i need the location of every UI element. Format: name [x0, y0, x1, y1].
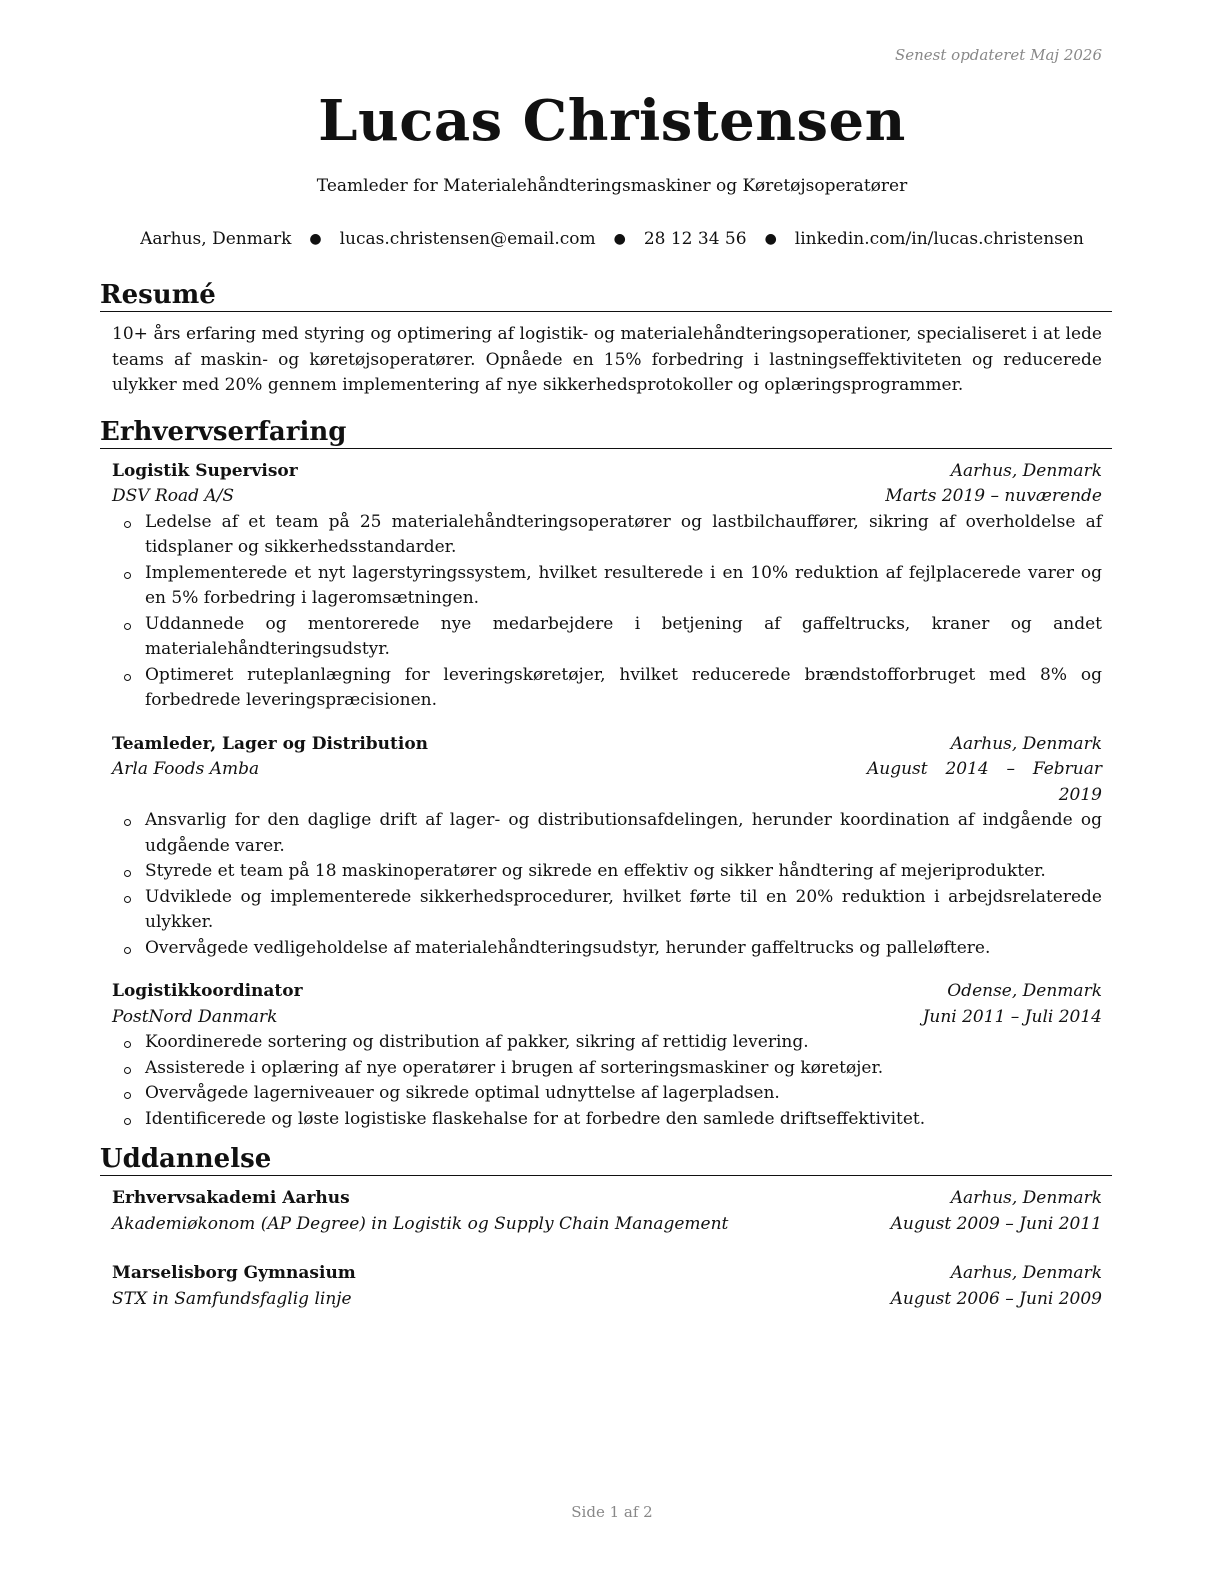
separator-bullet: ●: [613, 231, 626, 247]
contact-linkedin[interactable]: linkedin.com/in/lucas.christensen: [794, 229, 1084, 249]
job-bullet: Styrede et team på 18 maskinoperatører og sikrede en effektiv og sikker håndtering af mejeriprodukter.: [145, 859, 1102, 885]
job-dates: August 2014 – Februar 2019: [867, 759, 1102, 805]
separator-bullet: ●: [309, 231, 322, 247]
job-location: Odense, Denmark: [947, 981, 1102, 1001]
summary-section: [100, 280, 1112, 399]
education-location: Aarhus, Denmark: [950, 1263, 1102, 1283]
job-company: PostNord Danmark: [112, 1006, 278, 1027]
section-title-experience: Erhvervserfaring: [100, 417, 1112, 449]
separator-bullet: ●: [764, 231, 777, 247]
candidate-name: Lucas Christensen: [318, 88, 906, 154]
education-dates: August 2009 – Juni 2011: [890, 1213, 1102, 1234]
job-dates: Juni 2011 – Juli 2014: [922, 1006, 1102, 1027]
education-entry: [112, 1186, 1102, 1237]
job-bullets: [112, 1030, 1102, 1132]
contact-email[interactable]: lucas.christensen@email.com: [339, 229, 596, 249]
job-bullet: Identificerede og løste logistiske flaskehalse for at forbedre den samlede driftseffektivitet.: [145, 1107, 1102, 1133]
contact-location: Aarhus, Denmark: [140, 229, 292, 249]
resume-body: [100, 280, 1112, 1330]
job-bullet: Ledelse af et team på 25 materialehåndteringsoperatører og lastbilchauffører, sikring af overholdelse af tidsplaner og sikkerhedsstandarder.: [145, 510, 1102, 561]
job-role: Logistikkoordinator: [112, 981, 303, 1001]
education-degree: Akademiøkonom (AP Degree) in Logistik og Supply Chain Management: [112, 1213, 729, 1234]
job-role: Logistik Supervisor: [112, 460, 298, 481]
education-degree: STX in Samfundsfaglig linje: [112, 1288, 352, 1309]
last-updated: Senest opdateret Maj 2026: [894, 46, 1102, 64]
education-location: Aarhus, Denmark: [950, 1188, 1102, 1208]
contact-line: [0, 229, 1224, 249]
job-bullet: Udviklede og implementerede sikkerhedsprocedurer, hvilket førte til en 20% reduktion i arbejdsrelaterede ulykker.: [145, 885, 1102, 936]
summary-text: 10+ års erfaring med styring og optimering af logistik- og materialehåndteringsoperationer, specialiseret i at lede teams af maskin- og køretøjsoperatører. Opnåede en 15% forbedring i lastningseffektiviteten og reducerede ulykker med 20% gennem implementering af nye sikkerhedsprotokoller og oplæringsprogrammer.: [112, 324, 1102, 395]
job-bullet: Overvågede vedligeholdelse af materialehåndteringsudstyr, herunder gaffeltrucks og palleløftere.: [145, 936, 1102, 962]
job-bullets: [112, 510, 1102, 714]
job-bullets: [112, 808, 1102, 961]
experience-section: [100, 417, 1112, 1133]
job-bullet: Overvågede lagerniveauer og sikrede optimal udnyttelse af lagerpladsen.: [145, 1081, 1102, 1107]
education-school: Erhvervsakademi Aarhus: [112, 1188, 350, 1208]
job-location: Aarhus, Denmark: [950, 733, 1102, 754]
job-bullet: Assisterede i oplæring af nye operatører i brugen af sorteringsmaskiner og køretøjer.: [145, 1056, 1102, 1082]
education-school: Marselisborg Gymnasium: [112, 1263, 356, 1283]
section-title-summary: Resumé: [100, 280, 1112, 312]
education-dates: August 2006 – Juni 2009: [890, 1288, 1102, 1309]
job-entry: [112, 732, 1102, 962]
section-title-education: Uddannelse: [100, 1144, 1112, 1176]
job-company: Arla Foods Amba: [112, 759, 260, 779]
job-company: DSV Road A/S: [112, 486, 235, 506]
job-bullet: Optimeret ruteplanlægning for leveringskøretøjer, hvilket reducerede brændstofforbruget med 8% og forbedrede leveringspræcisionen.: [145, 663, 1102, 714]
job-role: Teamleder, Lager og Distribution: [112, 733, 429, 754]
page-number: Side 1 af 2: [571, 1503, 653, 1521]
job-entry: [112, 459, 1102, 714]
job-location: Aarhus, Denmark: [950, 460, 1102, 481]
job-bullet: Uddannede og mentorerede nye medarbejdere i betjening af gaffeltrucks, kraner og andet materialehåndteringsudstyr.: [145, 612, 1102, 663]
job-entry: [112, 979, 1102, 1132]
job-bullet: Ansvarlig for den daglige drift af lager- og distributionsafdelingen, herunder koordination af indgående og udgående varer.: [145, 808, 1102, 859]
job-bullet: Koordinerede sortering og distribution af pakker, sikring af rettidig levering.: [145, 1030, 1102, 1056]
job-title: Teamleder for Materialehåndteringsmaskiner og Køretøjsoperatører: [316, 176, 908, 196]
education-entry: [112, 1261, 1102, 1312]
job-bullet: Implementerede et nyt lagerstyringssystem, hvilket resulterede i en 10% reduktion af fejlplacerede varer og en 5% forbedring i lageromsætningen.: [145, 561, 1102, 612]
job-dates: Marts 2019 – nuværende: [885, 486, 1102, 506]
contact-phone: 28 12 34 56: [643, 229, 747, 249]
education-section: [100, 1144, 1112, 1312]
